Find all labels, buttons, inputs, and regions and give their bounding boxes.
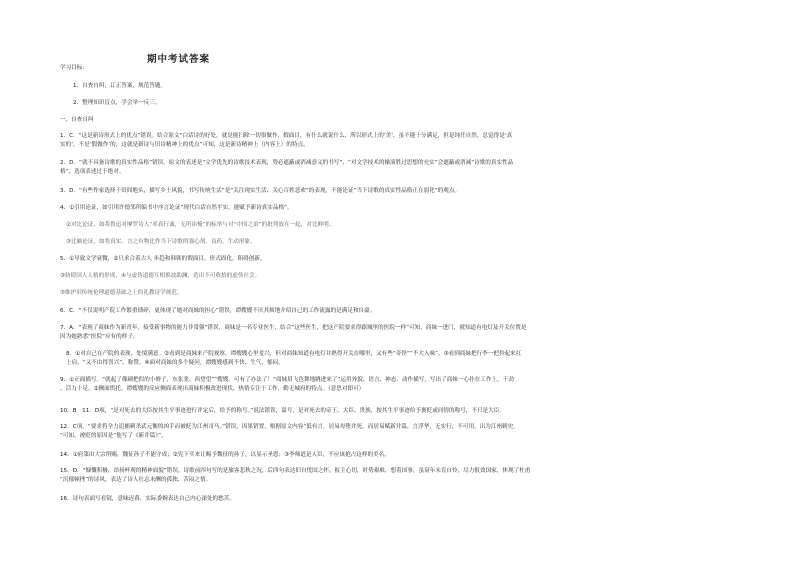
answer-line: 实的’，不是‘假做作’的，这就是新诗与旧诗精神上的优点”可知，这是新诗精神上（内容上）的特点。 (60, 142, 309, 148)
answer-line: 7．A．“表现了商妹作为新青年，接受新事物的能力非常强”错误，商妹是一名专业医生，结合“这些医生，把这产院要求得跟城里的医院一样”可知，商妹一进门，就知道有电灯及开关位置是 (60, 325, 527, 331)
answer-item (60, 204, 293, 212)
answer-item (60, 289, 182, 297)
answer-line: 2．D．“就不具备诗歌的真实性品格”错误。原文的表述是“文学优先的诗歌技术表现，势必遮蔽或消减意义的书写”，“对文学技术的操演胜过思想的充实”会遮蔽或消减“诗歌的真实性品 (60, 160, 514, 166)
answer-line: 5．①导致文学衰微，②只求合着古人 步趋和韩韩的假面目，形式固化，阻碍创新。 (60, 256, 266, 262)
answer-line: 8．①对自己在产院的表现，处境满意。②看到是商妹来产院视察，谭嫂嫂心里羞兴，但对商妹知道有电灯并熟得开关在哪里，又有些“奇怪”“不大入味”。③看到商妹把行李一把拎起来扛 (66, 351, 522, 357)
page-title: 期中考试答案 (147, 54, 211, 65)
answer-item (60, 451, 390, 459)
answer-line: ⑤维护旧传统伦理道德基础之上的礼教诗学规范。 (60, 290, 183, 296)
answer-item (60, 159, 513, 177)
answer-line: 12．C项，“要求将全力追捕刺杀武元衡的凶手而被贬为江州司马。”错误，因果错置，根据原文内容“低有言，居易母堕井死，而居易赋新井篇，言浮华，无实行，不可用。出为江州刺史。 (60, 424, 519, 430)
answer-line: 因为她熟悉“医院”应有的样子。 (60, 334, 139, 340)
answer-line: 上肩，“又不由得喜兴”，称赞。④面对商妹的多个疑问，谭嫂嫂感到不快、生气、郁闷。 (66, 360, 284, 366)
section-heading: 一、自查自纠 (60, 117, 94, 123)
answer-line: 4．①引用论证，如引用许德邻所编书中序言论证“现代白话自然平实，能赋予新诗真实品格”。 (60, 205, 293, 211)
answer-item (60, 324, 526, 342)
answer-line: ②对比论证，如将鲁迅对摩罗诗人“率真行诚，无所讳掩”的标举与对“中国之治”的批判放在一起，对比鲜明。 (66, 222, 335, 228)
answer-line: 3．D．“有些作家选择于田间地头，描写乡土风貌，书写传统生活”是“关注现实生活、关心百姓悲欢”的表现，不能论证“当下诗歌的真实性品格正在弱化”的观点。 (60, 188, 461, 194)
answer-line: 1．C．“这是新诗形式上的优点”错误。结合原文“白话诗的好处，就是能扫除一切很做作，假面目，有什么就说什么，所以形式上的‘美’，虽不能十分满足，但是纯任自然，总觉得是‘真 (60, 133, 513, 139)
answer-line: 15．D．“慷慨积极、昂扬杯观的精神面貌”错误，诗歌前四句写的是旅客悲秋之况，后四句表达旧自忧国之怀，报主心切，时势艰难，想着国事，虽衰年未肯自怜，尽力报效国家，体现了杜甫 (60, 468, 531, 474)
answer-line: 10．B 11．D项，“是对死去的大臣按其生平事迹进行评定后，给予的称号。”说法错误，谥号，是对死去的帝王、大臣、贵族，按其生平事迹给予褒贬或同情的称号，不只是大臣。 (60, 408, 505, 414)
answer-item (60, 272, 260, 280)
answer-line: ③妨碍国人人格的形成，④与虚伪道德互相推波助澜，造出不可收拾的虚伪社会。 (60, 273, 261, 279)
answer-item (66, 350, 521, 368)
answer-line: ③比喻论证，如将真实、言之有物比作当下诗歌的强心剂、良药，生动形象。 (66, 239, 256, 245)
goal-item: 2．整理知识盲点，学会举一反三。 (73, 100, 161, 106)
answer-item (60, 255, 266, 263)
answer-line: 16．诗句表面写看镜，意味迟暮，实际委婉表达自己内心深处的愁苦。 (60, 496, 235, 502)
answer-item (60, 407, 505, 415)
answer-line: 6．C．“不仅说明产院工作繁重琐碎，更体现了她对商妹的担心”错误，谭嫂嫂不厌其烦地介绍自己的工作流露的是满足和自豪。 (60, 308, 376, 314)
answer-line: 格”，选项表述过于绝对。 (60, 169, 125, 175)
answer-item (66, 238, 256, 246)
answer-item (60, 307, 375, 315)
answer-item (60, 467, 530, 485)
answer-line: 、活力十足。②侧面烘托。谭嫂嫂的反应侧面表现出商妹积极改进现状，热情专注于工作、勤无城府的特点。（意思对即可） (60, 386, 365, 392)
goals-heading: 学习目标： (60, 65, 88, 71)
answer-line: ”可知，被贬的原因是“他写了《新井篇》”。 (60, 433, 167, 439)
answer-line: “沉郁顿挫”的诗风，表达了诗人壮志未酬的孤独、苦闷之情。 (60, 477, 212, 483)
goal-item: 1．自查自纠，订正答案，规范答题。 (73, 83, 167, 89)
answer-item (60, 132, 512, 150)
answer-item (60, 495, 235, 503)
answer-line: 9．①正面描写。“就起了像刷把似的小辫子，东张张、西望望”“嫂嫂，可有了办法了！”商妹眉飞色舞地跳进来了”运用外貌、语言、神态、动作描写，写出了商妹一心扑在工作上，干劲 (60, 377, 514, 383)
answer-line: 14．①府第由大宗所赐，魏征孙子不能守成；②宪下买来让赐予魏征的孙子，以显示圣恩；③李师道是人臣，不应该抢占这样的美名。 (60, 452, 390, 458)
answer-item (66, 221, 334, 229)
answer-item (60, 423, 519, 441)
answer-item (60, 376, 514, 394)
answer-item (60, 187, 460, 195)
